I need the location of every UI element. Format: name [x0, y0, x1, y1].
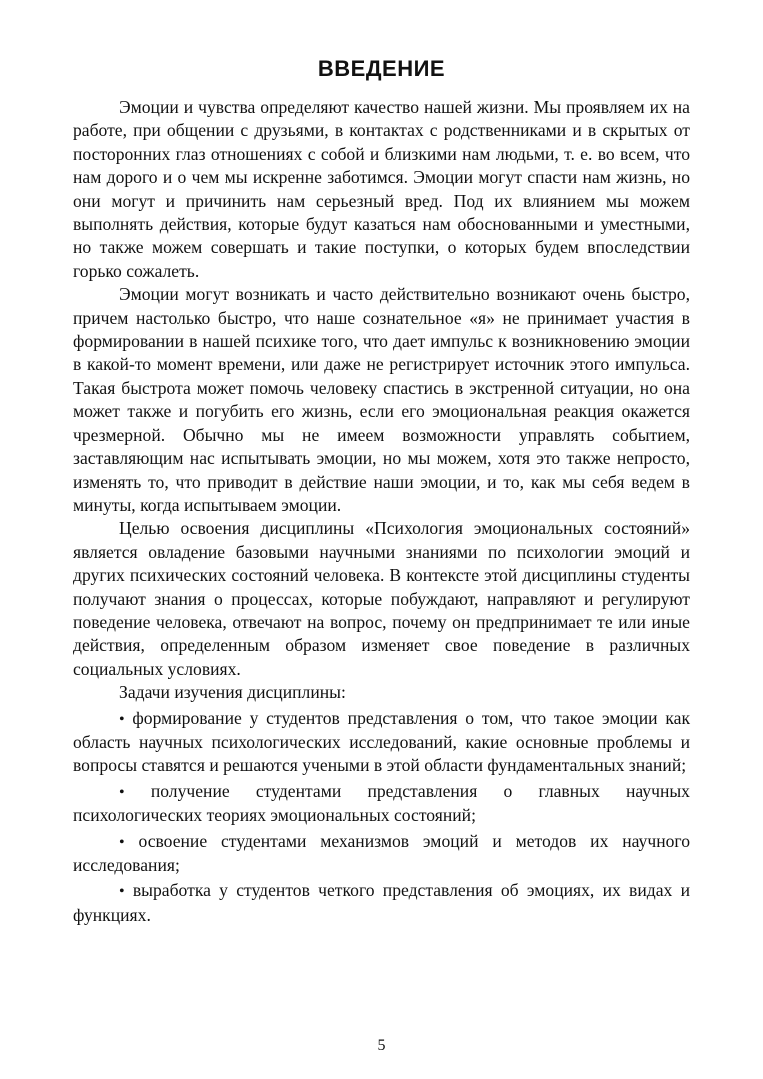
list-item-text: выработка у студентов четкого представления об эмоциях, их видах и функциях. [73, 880, 690, 925]
bullet-icon: • [119, 783, 125, 801]
list-item [73, 707, 690, 778]
list-item [73, 780, 690, 828]
list-item-text: получение студентами представления о главных научных психологических теориях эмоциональных состояний; [73, 780, 690, 826]
list-item [73, 879, 690, 927]
list-item-text: освоение студентами механизмов эмоций и методов их научного исследования; [73, 830, 690, 875]
bullet-icon: • [119, 710, 125, 728]
paragraph-tasks-heading: Задачи изучения дисциплины: [119, 682, 346, 703]
paragraph-2: Эмоции могут возникать и часто действительно возникают очень быстро, причем настолько быстро, что наше сознательное «я» не принимает участия в формировании в нашей психике того, что дает импульс к возникновению эмоции в какой-то момент времени, или даже не регистрирует источник этого импульса. Такая быстрота может помочь человеку спастись в экстренной ситуации, но она может также и погубить его жизнь, если его эмоциональная реакция окажется чрезмерной. Обычно мы не имеем возможности управлять событием, заставляющим нас испытывать эмоции, но мы можем, хотя это также непросто, изменять то, что приводит в действие наши эмоции, и то, как мы себя ведем в минуты, когда испытываем эмоции. [73, 284, 690, 515]
list-item [73, 830, 690, 878]
bullet-icon: • [119, 883, 125, 901]
page-body [73, 52, 690, 927]
task-list [73, 707, 690, 928]
page-number: 5 [377, 1037, 386, 1054]
list-item-text: формирование у студентов представления о том, что такое эмоции как область научных психологических исследований, какие основные проблемы и вопросы ставятся и решаются учеными в этой области фундаментальных знаний; [73, 707, 690, 776]
page-title: ВВЕДЕНИЕ [317, 56, 446, 81]
paragraph-1: Эмоции и чувства определяют качество нашей жизни. Мы проявляем их на работе, при общении с друзьями, в контактах с родственниками и в скрытых от посторонних глаз отношениях с собой и близкими нам людьми, т. е. во всем, что нам дорого и о чем мы искренне заботимся. Эмоции могут спасти нам жизнь, но они могут и причинить нам серьезный вред. Под их влиянием мы можем выполнять действия, которые будут казаться нам обоснованными и уместными, но также можем совершать и такие поступки, о которых будем впоследствии горько сожалеть. [73, 97, 690, 281]
paragraph-3: Целью освоения дисциплины «Психология эмоциональных состояний» является овладение базовыми научными знаниями по психологии эмоций и других психических состояний человека. В контексте этой дисциплины студенты получают знания о процессах, которые побуждают, направляют и регулируют поведение человека, отвечают на вопрос, почему он предпринимает те или иные действия, определенным образом изменяет свое поведение в различных социальных условиях. [73, 518, 690, 679]
bullet-icon: • [119, 833, 125, 851]
